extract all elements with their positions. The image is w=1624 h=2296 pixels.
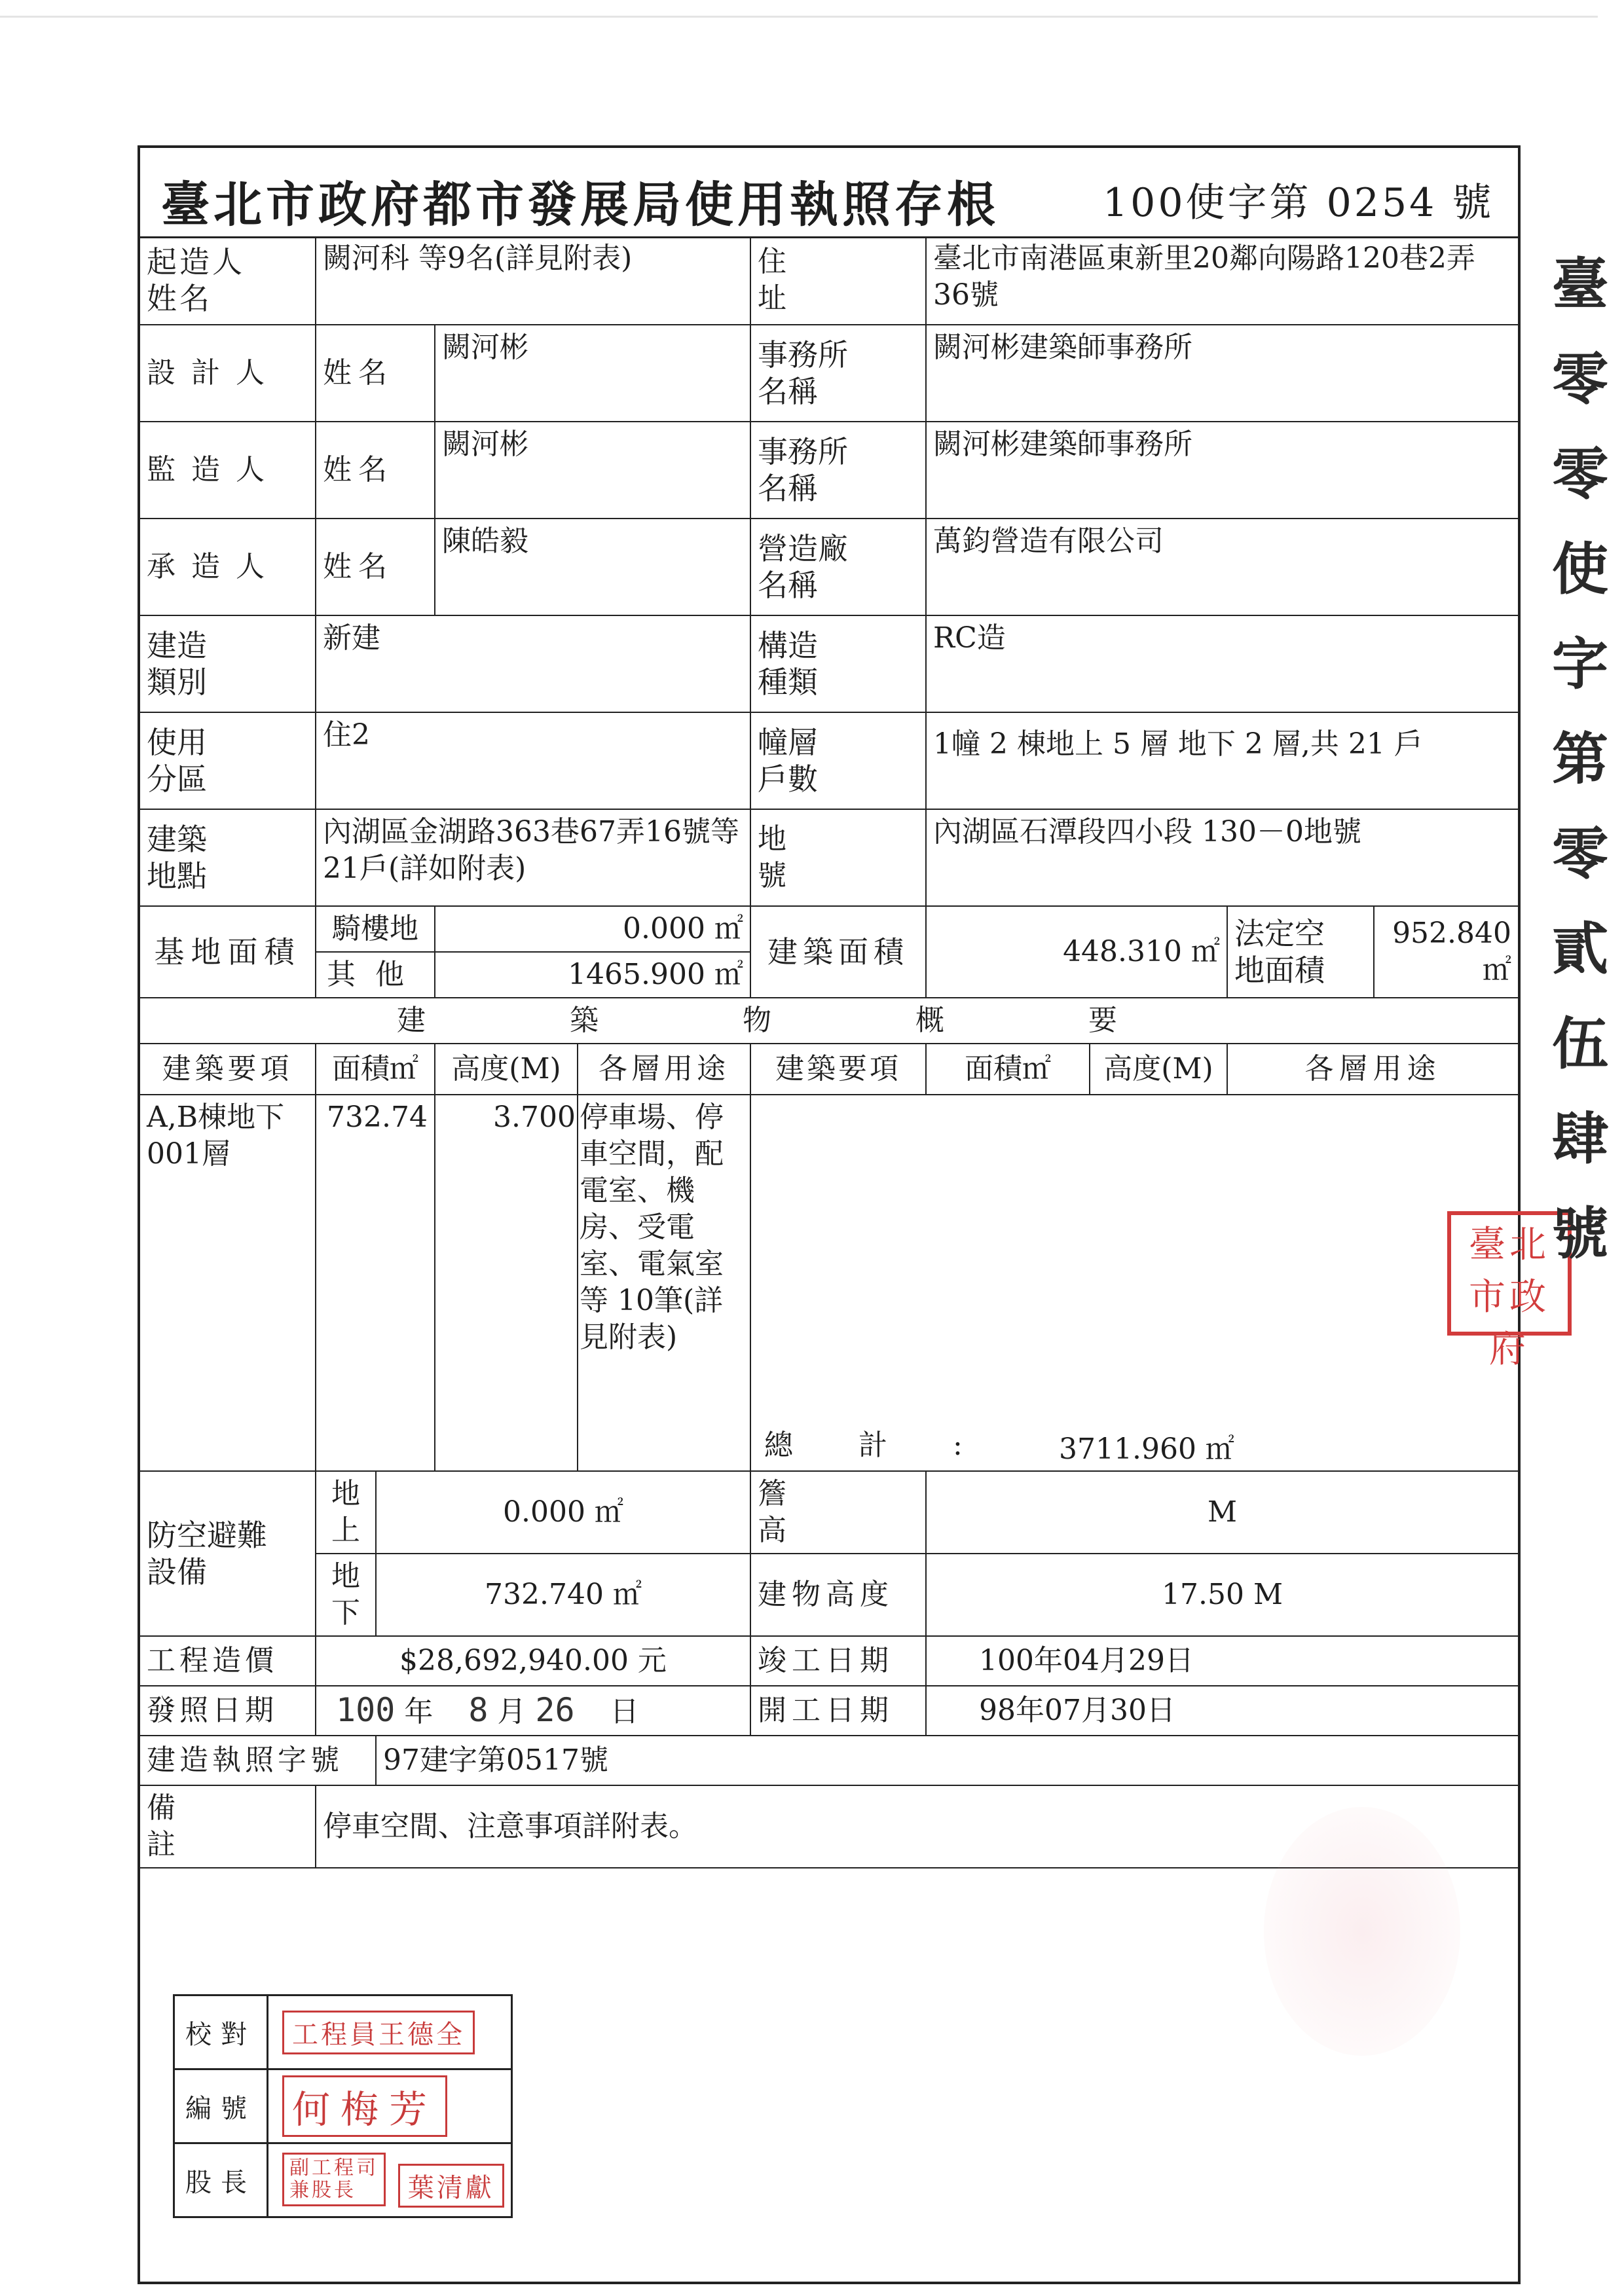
applicant-label: 起造人 姓名 bbox=[140, 236, 316, 325]
address-value: 臺北市南港區東新里20鄰向陽路120巷2弄36號 bbox=[926, 236, 1518, 325]
shelter-above-label: 地上 bbox=[316, 1471, 376, 1554]
supervisor-office: 闕河彬建築師事務所 bbox=[926, 422, 1518, 519]
issue-month: 8 bbox=[468, 1690, 489, 1729]
section-chief-chop: 副工程司 兼股長 bbox=[282, 2153, 386, 2206]
units-label: 幢層 戶數 bbox=[750, 712, 926, 809]
build-permit-value: 97建字第0517號 bbox=[376, 1736, 1518, 1785]
overview-right-panel bbox=[750, 1095, 1518, 1471]
start-date-value: 98年07月30日 bbox=[926, 1686, 1518, 1736]
completion-date-value: 100年04月29日 bbox=[926, 1636, 1518, 1686]
construction-type-label: 建造 類別 bbox=[140, 615, 316, 712]
address-label: 住址 bbox=[750, 236, 926, 325]
lot-label: 地號 bbox=[750, 809, 926, 906]
units-value: 1幢 2 棟地上 5 層 地下 2 層,共 21 戶 bbox=[926, 712, 1518, 809]
completion-date-label: 竣工日期 bbox=[750, 1636, 926, 1686]
structure-type-label: 構造 種類 bbox=[750, 615, 926, 712]
zoning-label: 使用 分區 bbox=[140, 712, 316, 809]
eave-height-label: 簷高 bbox=[750, 1471, 926, 1554]
location-label: 建築 地點 bbox=[140, 809, 316, 906]
issue-year: 100 bbox=[336, 1690, 396, 1729]
margin-seal-text: 臺 零 零 使 字 第 零 貳 伍 肆 號 bbox=[1552, 251, 1608, 1267]
open-space-value: 952.840 ㎡ bbox=[1374, 906, 1518, 998]
issue-day-unit: 日 bbox=[610, 1694, 639, 1728]
designer-office: 闕河彬建築師事務所 bbox=[926, 325, 1518, 422]
contractor-factory: 萬鈞營造有限公司 bbox=[926, 519, 1518, 615]
contractor-name: 陳皓毅 bbox=[435, 519, 750, 615]
issue-date-value bbox=[316, 1686, 750, 1736]
site-area-label: 基地面積 bbox=[140, 906, 316, 998]
cost-value: $28,692,940.00 元 bbox=[316, 1636, 750, 1686]
remarks-value: 停車空間、注意事項詳附表。 bbox=[316, 1785, 1518, 1868]
designer-name: 闕河彬 bbox=[435, 325, 750, 422]
shelter-label: 防空避難 設備 bbox=[140, 1471, 316, 1636]
overview-header-area-2: 面積㎡ bbox=[926, 1044, 1090, 1095]
section-chief-name-chop: 葉清獻 bbox=[398, 2164, 504, 2208]
overview-title: 建築物概要 bbox=[140, 998, 1518, 1044]
permit-form-table bbox=[140, 236, 1518, 1868]
contractor-factory-label: 營造廠 名稱 bbox=[750, 519, 926, 615]
overview-header-use: 各層用途 bbox=[578, 1044, 750, 1095]
building-area-value: 448.310 ㎡ bbox=[926, 906, 1227, 998]
shelter-above-value: 0.000 ㎡ bbox=[376, 1471, 750, 1554]
overview-total-value: 3711.960 ㎡ bbox=[1059, 1432, 1234, 1466]
overview-total-label: 總計: bbox=[764, 1429, 1028, 1462]
issue-year-unit: 年 bbox=[404, 1694, 434, 1728]
approval-stamps bbox=[173, 1994, 513, 2218]
applicant-value: 闕河科 等9名(詳見附表) bbox=[316, 236, 750, 325]
title-row bbox=[140, 148, 1518, 238]
other-area-label: 其他 bbox=[316, 952, 435, 998]
construction-type-value: 新建 bbox=[316, 615, 750, 712]
overview-header-height: 高度(M) bbox=[435, 1044, 578, 1095]
other-area-value: 1465.900 ㎡ bbox=[435, 952, 750, 998]
check-chop: 工程員王德全 bbox=[282, 2011, 475, 2054]
shelter-below-value: 732.740 ㎡ bbox=[376, 1554, 750, 1636]
structure-type-value: RC造 bbox=[926, 615, 1518, 712]
official-seal: 臺北市政府 bbox=[1447, 1211, 1572, 1336]
building-height-label: 建物高度 bbox=[750, 1554, 926, 1636]
building-height-value: 17.50 M bbox=[926, 1554, 1518, 1636]
overview-row-height: 3.700 bbox=[435, 1095, 578, 1471]
building-area-label: 建築面積 bbox=[750, 906, 926, 998]
supervisor-label: 監造人 bbox=[140, 422, 316, 519]
eave-height-value: M bbox=[926, 1471, 1518, 1554]
supervisor-name-label: 姓名 bbox=[316, 422, 435, 519]
contractor-name-label: 姓名 bbox=[316, 519, 435, 615]
build-permit-label: 建造執照字號 bbox=[140, 1736, 376, 1785]
designer-label: 設計人 bbox=[140, 325, 316, 422]
location-value: 內湖區金湖路363巷67弄16號等21戶(詳如附表) bbox=[316, 809, 750, 906]
overview-row-use: 停車場、停車空間，配電室、機房、受電室、電氣室 等 10筆(詳見附表) bbox=[578, 1095, 750, 1471]
scan-edge-line bbox=[0, 16, 1598, 18]
zoning-value: 住2 bbox=[316, 712, 750, 809]
designer-name-label: 姓名 bbox=[316, 325, 435, 422]
issue-day: 26 bbox=[535, 1690, 575, 1729]
overview-header-use-2: 各層用途 bbox=[1227, 1044, 1518, 1095]
start-date-label: 開工日期 bbox=[750, 1686, 926, 1736]
open-space-label: 法定空 地面積 bbox=[1227, 906, 1374, 998]
overview-header-item-2: 建築要項 bbox=[750, 1044, 926, 1095]
shelter-below-label: 地下 bbox=[316, 1554, 376, 1636]
designer-office-label: 事務所 名稱 bbox=[750, 325, 926, 422]
arcade-label: 騎樓地 bbox=[316, 906, 435, 952]
overview-row-item: A,B棟地下001層 bbox=[140, 1095, 316, 1471]
check-stamp bbox=[268, 1995, 512, 2069]
faint-stamp-mark bbox=[1264, 1807, 1460, 2056]
contractor-label: 承造人 bbox=[140, 519, 316, 615]
overview-header-height-2: 高度(M) bbox=[1090, 1044, 1227, 1095]
supervisor-office-label: 事務所 名稱 bbox=[750, 422, 926, 519]
cost-label: 工程造價 bbox=[140, 1636, 316, 1686]
arcade-value: 0.000 ㎡ bbox=[435, 906, 750, 952]
supervisor-name: 闕河彬 bbox=[435, 422, 750, 519]
document-title: 臺北市政府都市發展局使用執照存根 bbox=[161, 177, 999, 233]
overview-header-area: 面積㎡ bbox=[316, 1044, 435, 1095]
issue-date-label: 發照日期 bbox=[140, 1686, 316, 1736]
section-chief-stamp bbox=[268, 2143, 512, 2217]
permit-number: 100使字第 0254 號 bbox=[1103, 180, 1494, 226]
serial-chop: 何梅芳 bbox=[282, 2075, 447, 2137]
overview-row-area: 732.74 bbox=[316, 1095, 435, 1471]
remarks-label: 備註 bbox=[140, 1785, 316, 1868]
serial-stamp bbox=[268, 2069, 512, 2143]
serial-label: 編號 bbox=[174, 2069, 268, 2143]
issue-month-unit: 月 bbox=[497, 1694, 526, 1728]
section-chief-label: 股長 bbox=[174, 2143, 268, 2217]
lot-value: 內湖區石潭段四小段 130－0地號 bbox=[926, 809, 1518, 906]
overview-header-item: 建築要項 bbox=[140, 1044, 316, 1095]
check-label: 校對 bbox=[174, 1995, 268, 2069]
